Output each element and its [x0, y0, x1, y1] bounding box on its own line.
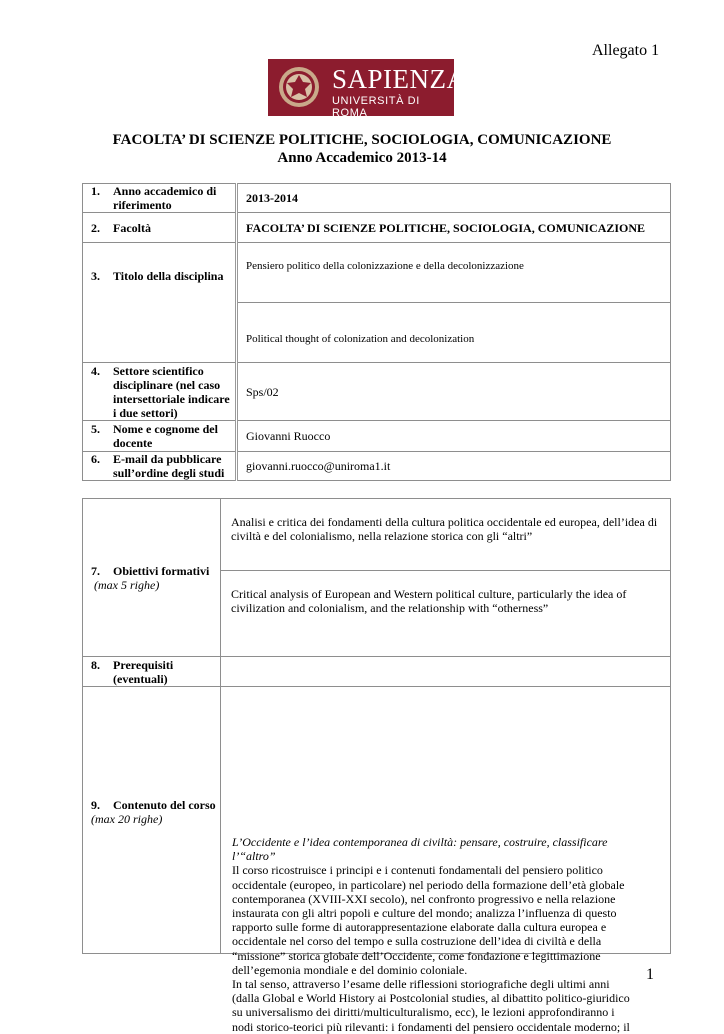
row-label: Nome e cognome del docente [113, 422, 218, 450]
prerequisites-value [221, 657, 671, 687]
row-number: 1. [91, 184, 100, 198]
course-info-table [82, 183, 671, 481]
row-number: 7. [91, 563, 100, 578]
row-label: Facoltà [113, 220, 151, 235]
row-number: 6. [91, 452, 100, 466]
academic-year-value: 2013-2014 [246, 191, 298, 205]
row-number: 8. [91, 657, 100, 672]
table-row [83, 363, 671, 421]
content-body: Il corso ricostruisce i principi e i contenuti fondamentali del pensiero politico occidentale (europeo, in particolare) nel periodo della formazione dell’età globale contemporanea (XVIII-XXI secolo), nel confronto progressivo e nella relazione instaurata con gli altri popoli e culture del mondo; analizza l’influenza di questo rapporto sulle forme di autorappresentazione elaborate dalla cultura europea e occidentale nel corso del tempo e sulla costruzione dell’idea di civiltà e della “missione” storica globale dell’Occidente, come fondazione e legittimazione dell’egemonia mondiale e del dominio coloniale. [232, 863, 625, 977]
objectives-text-it: Analisi e critica dei fondamenti della cultura politica occidentale ed europea, dell’idea di civiltà e del colonialismo, nella relazione storica con gli “altri” [231, 515, 658, 543]
table-row [83, 452, 671, 481]
content-heading: L’Occidente e l’idea contemporanea di civiltà: pensare, costruire, classificare l’“altro” [232, 835, 608, 864]
sector-value: Sps/02 [246, 384, 279, 399]
objectives-text-en: Critical analysis of European and Western political culture, particularly the idea of civilization and colonialism, and the relationship with “otherness” [231, 587, 627, 615]
faculty-title: FACOLTA’ DI SCIENZE POLITICHE, SOCIOLOGIA, COMUNICAZIONE [112, 132, 612, 148]
university-seal-icon [278, 66, 320, 108]
row-number: 5. [91, 422, 100, 436]
table-row [83, 243, 671, 303]
page-number: 1 [646, 966, 654, 983]
content-label: Contenuto del corso [113, 798, 216, 812]
teacher-name-value: Giovanni Ruocco [246, 429, 331, 443]
row-label: Anno accademico di riferimento [113, 184, 217, 212]
logo-wordmark: SAPIENZA [332, 64, 467, 94]
row-number: 4. [91, 363, 100, 378]
faculty-value: FACOLTA’ DI SCIENZE POLITICHE, SOCIOLOGIA, COMUNICAZIONE [246, 220, 646, 235]
logo-subtitle: UNIVERSITÀ DI ROMA [332, 95, 420, 119]
row-number: 9. [91, 798, 100, 812]
course-title-it: Pensiero politico della colonizzazione e della decolonizzazione [246, 260, 524, 272]
table-row [83, 184, 671, 213]
row-label: Titolo della disciplina [113, 269, 224, 283]
table-row [83, 657, 671, 687]
row-label: E-mail da pubblicare sull’ordine degli studi [113, 452, 225, 480]
allegato-label: Allegato 1 [592, 42, 660, 59]
course-content-text [232, 835, 636, 1034]
content-body-continued: In tal senso, attraverso l’esame delle riflessioni storiografiche degli ultimi anni (dalla Global e World History ai Postcolonial studies, al dibattito politico-giuridico su universalismo dei diritti/multiculturalismo, ecc), le lezioni approfondiranno i nodi storico-teorici più rilevanti: i fondamenti del pensiero occidentale moderno; il [232, 977, 630, 1034]
prerequisites-label: Prerequisiti (eventuali) [113, 657, 174, 686]
course-title-en: Political thought of colonization and decolonization [246, 333, 475, 345]
content-note: (max 20 righe) [91, 812, 163, 826]
objectives-note: (max 5 righe) [94, 577, 160, 592]
row-number: 3. [91, 269, 100, 283]
row-label: Settore scientifico disciplinare (nel caso intersettoriale indicare i due settori) [113, 363, 230, 420]
sapienza-logo [268, 59, 467, 119]
table-row [83, 213, 671, 243]
table-row [83, 499, 671, 571]
objectives-label: Obiettivi formativi [113, 563, 210, 578]
table-row [83, 421, 671, 452]
row-number: 2. [91, 220, 100, 235]
academic-year-title: Anno Accademico 2013-14 [277, 150, 447, 166]
email-value: giovanni.ruocco@uniroma1.it [246, 459, 391, 473]
